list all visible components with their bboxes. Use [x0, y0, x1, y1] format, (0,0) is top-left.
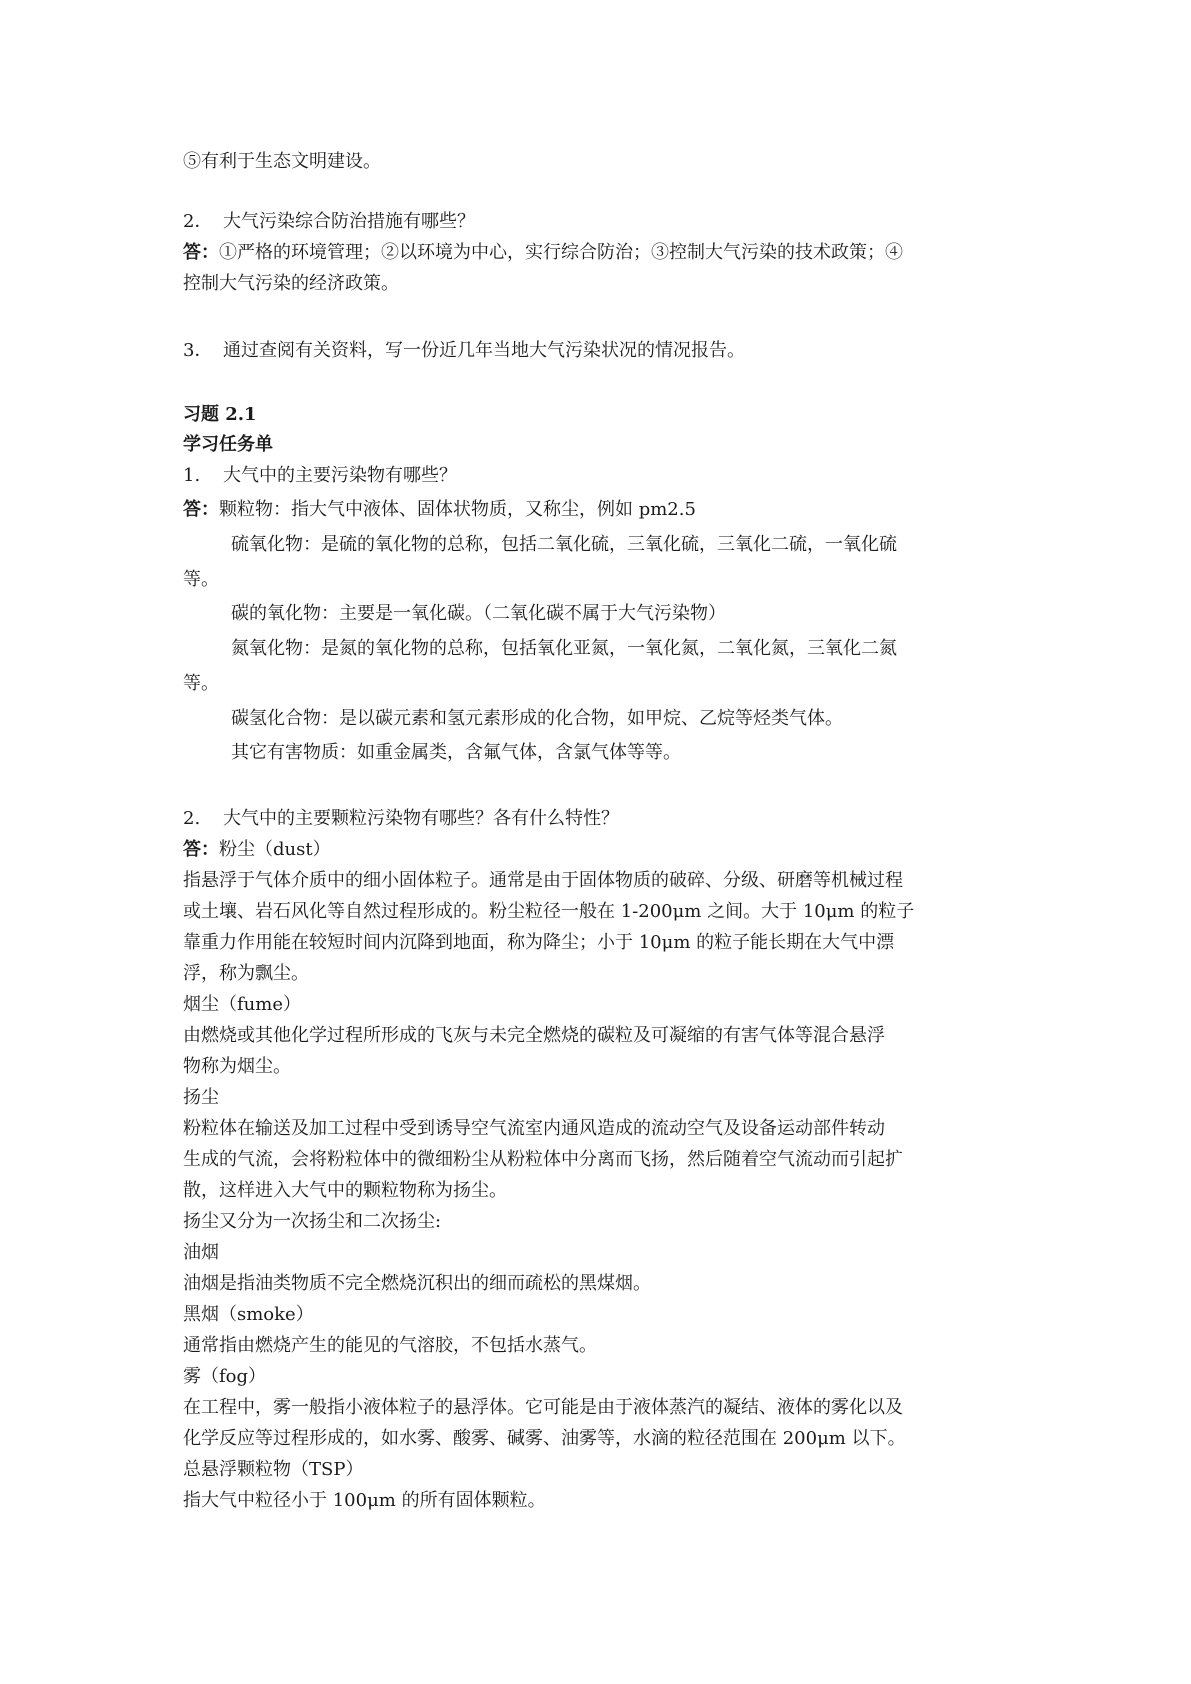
dust-line-4: 浮，称为飘尘。 [183, 963, 309, 984]
raised-dust-title: 扬尘 [183, 1087, 219, 1108]
question-number: 1. [183, 465, 201, 486]
answer-2-line-1: 答：①严格的环境管理；②以环境为中心，实行综合防治；③控制大气污染的技术政策；④ [183, 242, 903, 263]
oil-smoke-title: 油烟 [183, 1242, 219, 1263]
question-text: 大气中的主要颗粒污染物有哪些？各有什么特性？ [223, 808, 619, 829]
question-text: 通过查阅有关资料，写一份近几年当地大气污染状况的情况报告。 [223, 340, 745, 361]
raised-dust-line-4: 扬尘又分为一次扬尘和二次扬尘: [183, 1211, 442, 1232]
question-s1 [183, 464, 457, 488]
dust-line-1: 指悬浮于气体介质中的细小固体粒子。通常是由于固体物质的破碎、分级、研磨等机械过程 [183, 870, 903, 891]
answer-s1-sulfur-line-1: 硫氧化物：是硫的氧化物的总称，包括二氧化硫，三氧化硫，三氧化二硫，一氧化硫 [231, 534, 897, 555]
section-title: 习题 2.1 [183, 404, 257, 425]
question-2 [183, 210, 475, 234]
raised-dust-line-2: 生成的气流，会将粉粒体中的微细粉尘从粉粒体中分离而飞扬，然后随着空气流动而引起扩 [183, 1149, 903, 1170]
question-number: 2． [183, 211, 213, 232]
question-text: 大气污染综合防治措施有哪些？ [223, 211, 475, 232]
answer-s2-dust-title: 答：粉尘（dust） [183, 839, 331, 860]
tsp-line-1: 指大气中粒径小于 100μm 的所有固体颗粒。 [183, 1490, 546, 1511]
fog-line-2: 化学反应等过程形成的，如水雾、酸雾、碱雾、油雾等，水滴的粒径范围在 200μm 以下。 [183, 1428, 906, 1449]
black-smoke-title: 黑烟（smoke） [183, 1304, 314, 1325]
question-number: 3． [183, 340, 213, 361]
section-subtitle: 学习任务单 [183, 434, 273, 455]
answer-s1-other: 其它有害物质：如重金属类，含氟气体，含氯气体等等。 [231, 742, 681, 763]
question-number: 2. [183, 808, 201, 829]
question-s2 [183, 807, 619, 831]
tsp-title: 总悬浮颗粒物（TSP） [183, 1459, 364, 1480]
answer-label: 答： [183, 242, 219, 263]
answer-s1-hydrocarbon: 碳氢化合物：是以碳元素和氢元素形成的化合物，如甲烷、乙烷等烃类气体。 [231, 708, 843, 729]
answer-s1-particulates: 答：颗粒物：指大气中液体、固体状物质，又称尘，例如 pm2.5 [183, 499, 696, 520]
dust-line-2: 或土壤、岩石风化等自然过程形成的。粉尘粒径一般在 1-200μm 之间。大于 10μm 的粒子 [183, 901, 915, 922]
fume-line-2: 物称为烟尘。 [183, 1056, 291, 1077]
question-3 [183, 339, 745, 363]
question-text: 大气中的主要污染物有哪些？ [223, 465, 457, 486]
intro-item-5: ⑤有利于生态文明建设。 [183, 151, 381, 172]
answer-s1-nitrogen-line-1: 氮氧化物：是氮的氧化物的总称，包括氧化亚氮，一氧化氮，二氧化氮，三氧化二氮 [231, 638, 897, 659]
dust-line-3: 靠重力作用能在较短时间内沉降到地面，称为降尘；小于 10μm 的粒子能长期在大气中漂 [183, 932, 895, 953]
fog-line-1: 在工程中，雾一般指小液体粒子的悬浮体。它可能是由于液体蒸汽的凝结、液体的雾化以及 [183, 1397, 903, 1418]
answer-2-line-2: 控制大气污染的经济政策。 [183, 273, 399, 294]
raised-dust-line-3: 散，这样进入大气中的颗粒物称为扬尘。 [183, 1180, 507, 1201]
fog-title: 雾（fog） [183, 1366, 267, 1387]
oil-smoke-line-1: 油烟是指油类物质不完全燃烧沉积出的细而疏松的黑煤烟。 [183, 1273, 651, 1294]
fume-line-1: 由燃烧或其他化学过程所形成的飞灰与未完全燃烧的碳粒及可凝缩的有害气体等混合悬浮 [183, 1025, 885, 1046]
raised-dust-line-1: 粉粒体在输送及加工过程中受到诱导空气流室内通风造成的流动空气及设备运动部件转动 [183, 1118, 885, 1139]
answer-s1-carbon: 碳的氧化物：主要是一氧化碳。（二氧化碳不属于大气污染物） [231, 603, 726, 624]
fume-title: 烟尘（fume） [183, 994, 301, 1015]
answer-label: 答： [183, 839, 219, 860]
answer-s1-sulfur-line-2: 等。 [183, 569, 219, 590]
black-smoke-line-1: 通常指由燃烧产生的能见的气溶胶，不包括水蒸气。 [183, 1335, 597, 1356]
answer-s1-nitrogen-line-2: 等。 [183, 673, 219, 694]
answer-label: 答： [183, 499, 219, 520]
